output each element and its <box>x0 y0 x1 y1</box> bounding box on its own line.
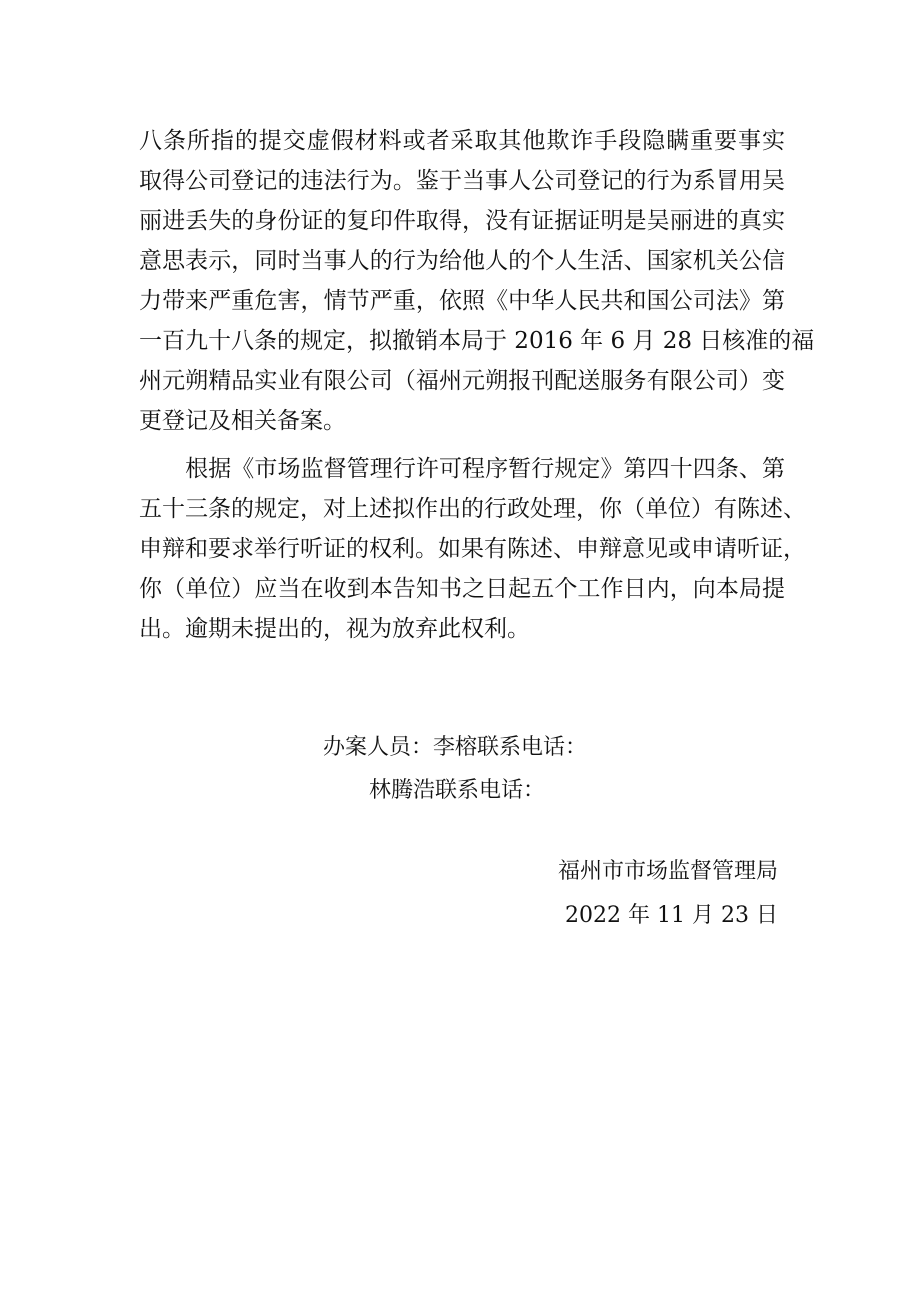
text-line: 申辩和要求举行听证的权利。如果有陈述、申辩意见或申请听证， <box>139 536 806 562</box>
issuing-authority: 福州市市场监督管理局 <box>557 859 778 884</box>
case-officer-contact-2: 林腾浩联系电话： <box>369 778 546 803</box>
text-line: 八条所指的提交虚假材料或者采取其他欺诈手段隐瞒重要事实 <box>139 128 785 154</box>
text-line: 取得公司登记的违法行为。鉴于当事人公司登记的行为系冒用吴 <box>139 168 785 194</box>
text-line: 州元朔精品实业有限公司（福州元朔报刊配送服务有限公司）变 <box>139 368 785 394</box>
text-line: 意思表示，同时当事人的行为给他人的个人生活、国家机关公信 <box>139 248 785 274</box>
paragraph-facts <box>139 121 815 441</box>
case-officer-contact-1: 办案人员：李榕联系电话： <box>323 735 588 760</box>
text-line: 力带来严重危害，情节严重，依照《中华人民共和国公司法》第 <box>139 288 785 314</box>
notice-body <box>139 121 815 649</box>
issue-date: 2022 年 11 月 23 日 <box>565 903 778 928</box>
paragraph-rights <box>139 449 806 649</box>
text-line: 一百九十八条的规定，拟撤销本局于 2016 年 6 月 28 日核准的福 <box>139 328 815 354</box>
text-line: 更登记及相关备案。 <box>139 408 346 434</box>
text-line: 你（单位）应当在收到本告知书之日起五个工作日内，向本局提 <box>139 576 785 602</box>
text-line: 出。逾期未提出的，视为放弃此权利。 <box>139 616 530 642</box>
text-line: 根据《市场监督管理行许可程序暂行规定》第四十四条、第 <box>139 456 785 482</box>
text-line: 五十三条的规定，对上述拟作出的行政处理，你（单位）有陈述、 <box>139 496 806 522</box>
text-line: 丽进丢失的身份证的复印件取得，没有证据证明是吴丽进的真实 <box>139 208 785 234</box>
